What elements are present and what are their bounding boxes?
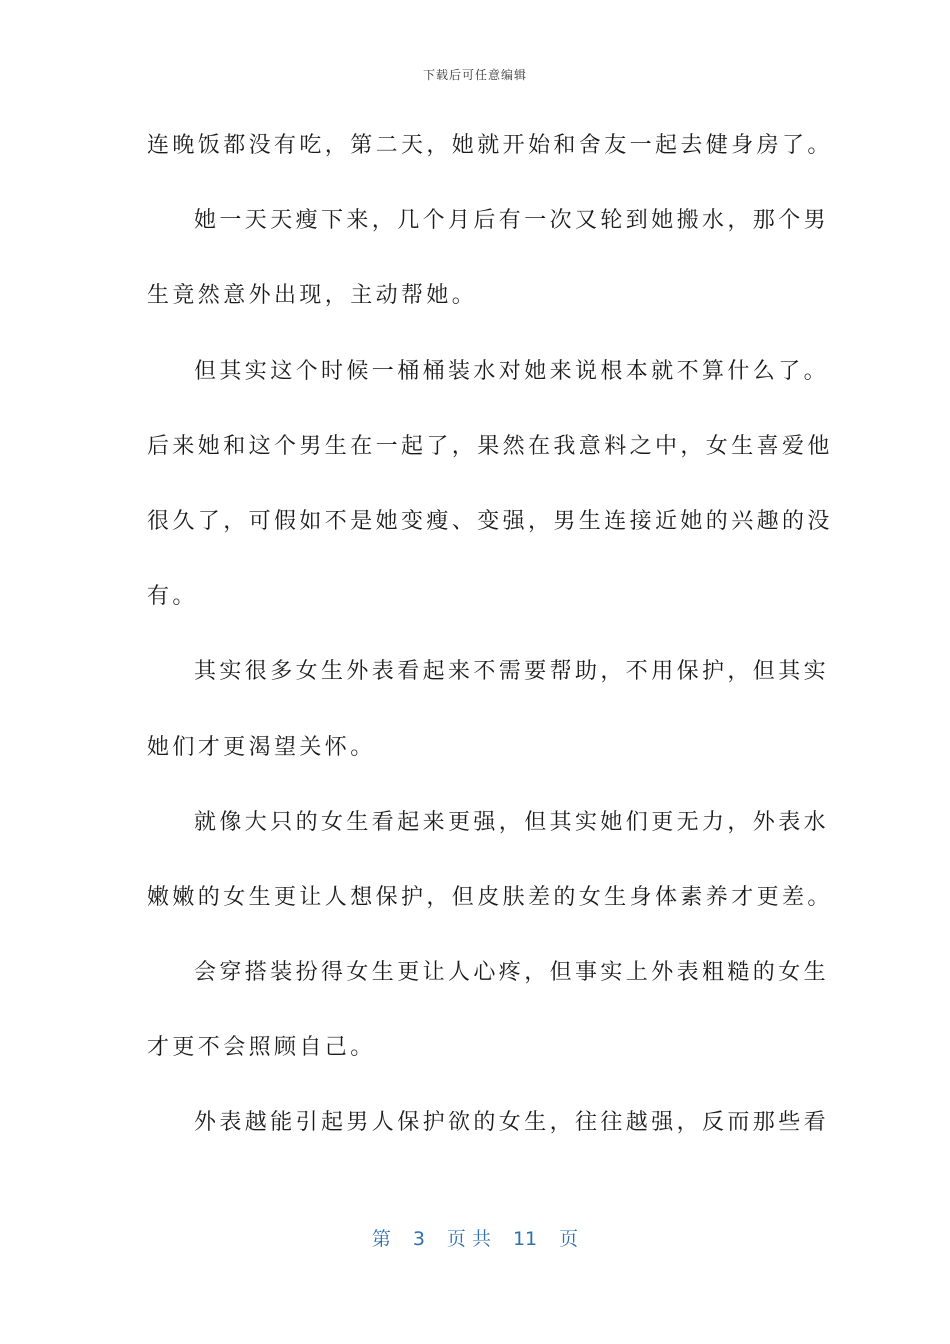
page-footer (0, 1224, 950, 1251)
text-line: 嫩嫩的女生更让人想保护，但皮肤差的女生身体素养才更差。 (147, 884, 833, 910)
text-line: 她们才更渴望关怀。 (147, 734, 376, 760)
page-header-note: 下载后可任意编辑 (422, 68, 527, 82)
text-line: 就像大只的女生看起来更强，但其实她们更无力，外表水 (194, 809, 830, 835)
text-line: 会穿搭装扮得女生更让人心疼，但事实上外表粗糙的女生 (194, 960, 830, 986)
text-line: 才更不会照顾自己。 (147, 1035, 376, 1061)
footer-prefix: 第 (371, 1228, 391, 1250)
document-body (147, 120, 833, 1173)
text-line: 外表越能引起男人保护欲的女生，往往越强，反而那些看 (194, 1110, 830, 1136)
total-pages-number: 11 (512, 1228, 538, 1250)
text-line: 她一天天瘦下来，几个月后有一次又轮到她搬水，那个男 (194, 208, 830, 234)
text-line: 后来她和这个男生在一起了，果然在我意料之中，女生喜爱他 (147, 433, 833, 459)
text-line: 但其实这个时候一桶桶装水对她来说根本就不算什么了。 (194, 358, 830, 384)
footer-suffix: 页 (559, 1228, 579, 1250)
text-line: 有。 (147, 584, 198, 610)
text-line: 连晚饭都没有吃，第二天，她就开始和舍友一起去健身房了。 (147, 133, 833, 158)
text-line: 生竟然意外出现，主动帮她。 (147, 283, 478, 309)
current-page-number: 3 (412, 1228, 425, 1250)
text-line: 其实很多女生外表看起来不需要帮助，不用保护，但其实 (194, 659, 830, 685)
footer-middle: 页 共 (446, 1228, 491, 1250)
text-line: 很久了，可假如不是她变瘦、变强，男生连接近她的兴趣的没 (147, 508, 833, 534)
